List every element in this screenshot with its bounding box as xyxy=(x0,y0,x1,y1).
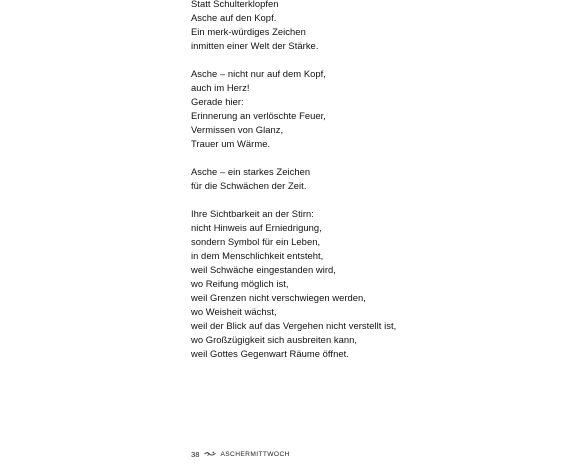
poem-line: Asche – ein starkes Zeichen xyxy=(191,166,311,177)
poem-line: inmitten einer Welt der Stärke. xyxy=(191,40,319,51)
page-footer xyxy=(191,448,290,460)
stanza-4 xyxy=(191,207,551,361)
poem xyxy=(191,0,551,375)
poem-line: wo Reifung möglich ist, xyxy=(191,278,289,289)
poem-line: nicht Hinweis auf Erniedrigung, xyxy=(191,222,322,233)
section-title: ASCHERMITTWOCH xyxy=(220,450,290,458)
poem-line: wo Weisheit wächst, xyxy=(191,306,277,317)
stanza-1 xyxy=(191,0,551,53)
poem-line: Gerade hier: xyxy=(191,96,244,107)
poem-line: weil der Blick auf das Vergehen nicht verstellt ist, xyxy=(191,320,397,331)
poem-line: weil Grenzen nicht verschwiegen werden, xyxy=(191,292,366,303)
poem-line: für die Schwächen der Zeit. xyxy=(191,180,307,191)
poem-line: Statt Schulterklopfen xyxy=(191,0,279,9)
poem-line: Trauer um Wärme. xyxy=(191,138,271,149)
stanza-2 xyxy=(191,67,551,151)
poem-line: sondern Symbol für ein Leben, xyxy=(191,236,321,247)
poem-line: Asche auf den Kopf. xyxy=(191,12,277,23)
stanza-3 xyxy=(191,165,551,193)
poem-line: Erinnerung an verlöschte Feuer, xyxy=(191,110,326,121)
poem-line: Vermissen von Glanz, xyxy=(191,124,284,135)
poem-line: Asche – nicht nur auf dem Kopf, xyxy=(191,68,326,79)
flourish-icon xyxy=(204,450,216,458)
poem-line: auch im Herz! xyxy=(191,82,250,93)
poem-line: weil Schwäche eingestanden wird, xyxy=(191,264,336,275)
poem-line: weil Gottes Gegenwart Räume öffnet. xyxy=(191,348,349,359)
poem-line: in dem Menschlichkeit entsteht, xyxy=(191,250,324,261)
poem-line: Ihre Sichtbarkeit an der Stirn: xyxy=(191,208,314,219)
poem-line: wo Großzügigkeit sich ausbreiten kann, xyxy=(191,334,358,345)
poem-line: Ein merk-würdiges Zeichen xyxy=(191,26,306,37)
page-number: 38 xyxy=(191,449,200,459)
